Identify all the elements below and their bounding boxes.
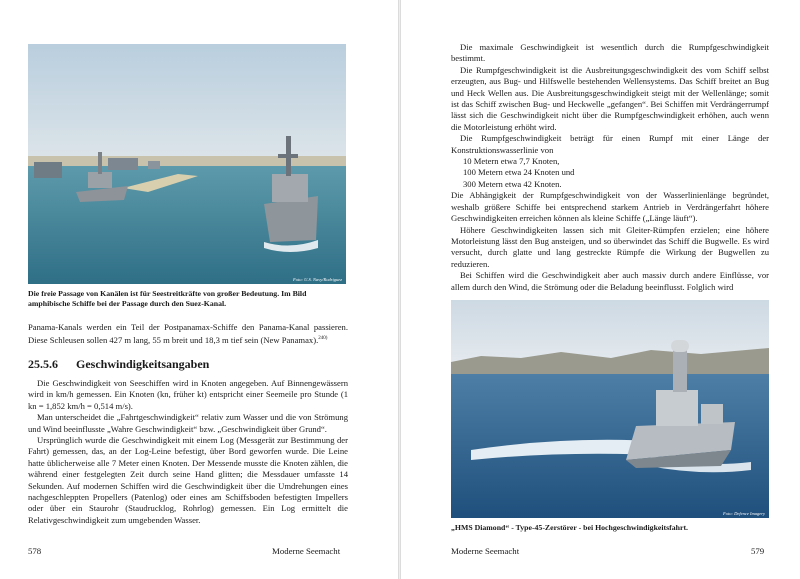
list-item: 100 Metern etwa 24 Knoten und <box>463 167 575 178</box>
section-heading <box>28 357 209 372</box>
photo-credit: Foto: Defence Imagery <box>723 511 765 516</box>
footnote-ref: 240) <box>318 336 328 342</box>
hull-speed-list <box>451 156 769 190</box>
paragraph: Bei Schiffen wird die Geschwindigkeit aber auch massiv durch andere Einflüsse, vor allem durch den Wind, die Strömung oder die Beladung beeinflusst. Folglich wird <box>451 270 769 292</box>
intro-paragraph: Panama-Kanals werden ein Teil der Postpanamax-Schiffe den Panama-Kanal passieren. Diese Schleusen sollen 427 m lang, 55 m breit und 18,3 m tief sein (New Panamax). <box>28 322 348 346</box>
paragraph: Die Rumpfgeschwindigkeit ist die Ausbreitungsgeschwindigkeit des vom Schiff selbst erzeugten, aus Bug- und Hilfswelle bestehenden Wellensystems. Das Schiff breitet an Bug und Heck Wellen aus. Die Ausbreitungsgeschwindigkeit steigt mit der Wellenlänge; somit ist das Schiff zwischen Bug- und Heckwelle „gefangen“. Bei Schiffen mit Verdrängerrumpf lässt sich die Geschwindigkeit nicht über die Rumpfgeschwindigkeit erhöhen, auch wenn die Motorleistung erhöht wird. <box>451 64 769 132</box>
paragraph: Die Abhängigkeit der Rumpfgeschwindigkeit von der Wasserlinienlänge begründet, weshalb größere Schiffe bei entsprechend starkem Antrieb in Verdrängerfahrt höhere Geschwindigkeiten erreichen können als kleine Schiffe („Länge läuft“). <box>451 190 769 224</box>
paragraph: Die maximale Geschwindigkeit ist wesentlich durch die Rumpfgeschwindigkeit bestimmt. <box>451 42 769 64</box>
right-page <box>401 0 800 579</box>
list-item: 10 Metern etwa 7,7 Knoten, <box>463 156 560 167</box>
paragraph: Die Rumpfgeschwindigkeit beträgt für einen Rumpf mit einer Länge der Konstruktionswasserlinie von <box>451 133 769 155</box>
photo-caption: „HMS Diamond“ - Type-45-Zerstörer - bei Hochgeschwindigkeitsfahrt. <box>451 523 689 532</box>
left-page <box>0 0 398 579</box>
paragraph: Man unterscheidet die „Fahrtgeschwindigkeit“ relativ zum Wasser und die von Strömung und Wind beeinflusste „Wahre Geschwindigkeit“ bzw. „Geschwindigkeit über Grund“. <box>28 412 348 434</box>
page-number-right: 579 <box>751 546 765 556</box>
list-item: 300 Metern etwa 42 Knoten. <box>463 178 562 189</box>
destroyer-photo-graphic <box>451 300 769 518</box>
suez-canal-photo <box>28 44 346 284</box>
photo-caption: Die freie Passage von Kanälen ist für Seestreitkräfte von großer Bedeutung. Im Bild amphibische Schiffe bei der Passage durch den Suez-Kanal. <box>28 289 307 308</box>
section-number: 25.5.6 <box>28 357 58 371</box>
page-number-left: 578 <box>28 546 42 556</box>
running-title-left: Moderne Seemacht <box>272 546 341 556</box>
photo-credit: Foto: U.S. Navy/Rodriguez <box>293 277 342 282</box>
suez-canal-photo-graphic <box>28 44 346 284</box>
running-title-right: Moderne Seemacht <box>451 546 520 556</box>
destroyer-photo <box>451 300 769 518</box>
body-text-right <box>451 42 769 293</box>
paragraph: Höhere Geschwindigkeiten lassen sich mit Gleiter-Rümpfen erzielen; eine höhere Motorleistung lässt den Bug ansteigen, und so überwindet das Schiff die Bugwelle. Es wird versucht, durch glatte und lang gestreckte Rümpfe die Wirkung der Bugwellen zu reduzieren. <box>451 224 769 269</box>
body-text-left <box>28 378 348 526</box>
paragraph: Ursprünglich wurde die Geschwindigkeit mit einem Log (Messgerät zur Bestimmung der Fahrt) gemessen, das, an der Log-Leine befestigt, über Bord geworfen wurde. Die Leine hatte üblicherweise alle 7 Meter einen Knoten. Der Messende musste die Knoten zählen, die während einer festgelegten Zeit durch seine Hand glitten; die Messdauer umfasste 14 Sekunden. Auf modernen Schiffen wird die Geschwindigkeit über die Umdrehungen eines nachgeschleppten Propellers (Patenlog) oder eines am Schiffsboden befestigten Impellers oder über ein Staurohr (Staudrucklog, Rohrlog) gemessen. Ein Log ermittelt die Relativgeschwindigkeit zum umgebenden Wasser. <box>28 435 348 525</box>
intro-text <box>28 322 348 347</box>
paragraph: Die Geschwindigkeit von Seeschiffen wird in Knoten angegeben. Auf Binnengewässern wird in km/h gemessen. Ein Knoten (kn, früher kt) entspricht einer Seemeile pro Stunde (1 kn = 1,852 km/h = 0,514 m/s). <box>28 378 348 411</box>
section-title: Geschwindigkeitsangaben <box>76 357 210 371</box>
